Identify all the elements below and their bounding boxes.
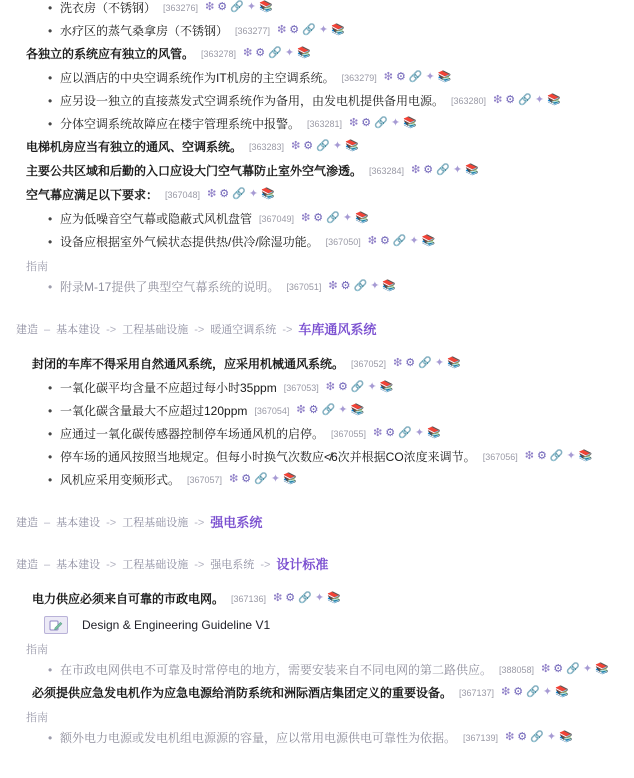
- clause-code: [367137]: [459, 688, 495, 698]
- link-icon[interactable]: 🔗: [392, 235, 407, 247]
- list-item: [0, 0, 634, 17]
- list-item: [0, 472, 634, 489]
- icon-cluster[interactable]: [384, 70, 452, 84]
- clause-code: [363284]: [369, 166, 405, 176]
- breadcrumb-current: 设计标准: [276, 557, 329, 572]
- guidance-item: [0, 730, 634, 747]
- icon-cluster[interactable]: [243, 46, 311, 60]
- clause-code: [367057]: [187, 475, 223, 485]
- gear-icon[interactable]: ⚙: [337, 381, 348, 393]
- gear-icon[interactable]: ⚙: [395, 71, 406, 83]
- clause-code: [363276]: [163, 3, 199, 13]
- bullet-marker: •: [48, 404, 53, 418]
- bullet-marker: •: [48, 427, 53, 441]
- clause-code: [367050]: [325, 237, 361, 247]
- star-icon[interactable]: ✦: [367, 381, 377, 393]
- book-icon[interactable]: 📚: [327, 592, 341, 604]
- book-icon[interactable]: 📚: [345, 140, 359, 152]
- clause-code: [367053]: [283, 383, 319, 393]
- book-icon[interactable]: 📚: [421, 235, 436, 247]
- list-item: [0, 380, 634, 397]
- guidance-item: [0, 279, 634, 296]
- bullet-marker: •: [48, 731, 53, 745]
- icon-cluster[interactable]: [326, 380, 394, 394]
- star-icon[interactable]: ✦: [566, 450, 576, 462]
- clause-code: [367052]: [351, 359, 387, 369]
- bullet-marker: •: [48, 71, 53, 85]
- design-guideline-label: Design & Engineering Guideline V1: [82, 618, 271, 632]
- icon-cluster[interactable]: [349, 116, 417, 130]
- breadcrumb-separator: –: [44, 559, 51, 571]
- icon-cluster[interactable]: [296, 403, 364, 417]
- book-icon[interactable]: 📚: [261, 188, 275, 200]
- guidance-label: 指南: [26, 261, 48, 273]
- icon-cluster[interactable]: [301, 211, 369, 225]
- guidance-label: 指南: [26, 644, 48, 656]
- book-icon[interactable]: 📚: [555, 686, 569, 698]
- book-icon[interactable]: 📚: [559, 731, 573, 743]
- flower-icon[interactable]: ❇: [243, 47, 253, 59]
- list-item: [0, 426, 634, 443]
- design-guideline-row[interactable]: [0, 616, 634, 634]
- list-item-text: 应为低噪音空气幕或隐蔽式风机盘管: [60, 212, 253, 226]
- flower-icon[interactable]: ❇: [505, 731, 515, 743]
- flower-icon[interactable]: ❇: [524, 450, 534, 462]
- requirement-text: 电力供应必须来自可靠的市政电网。: [32, 592, 225, 606]
- list-item: [0, 234, 634, 251]
- flower-icon[interactable]: ❇: [501, 686, 511, 698]
- clause-code: [367054]: [254, 406, 290, 416]
- star-icon[interactable]: ✦: [452, 164, 463, 176]
- requirement-heading: [0, 163, 634, 180]
- list-item-text: 停车场的通风按照当地规定。但每小时换气次数应≮6次并根据CO浓度来调节。: [60, 450, 476, 464]
- gear-icon[interactable]: ⚙: [340, 280, 351, 292]
- breadcrumb-separator: ->: [106, 559, 117, 571]
- flower-icon[interactable]: ❇: [277, 24, 287, 36]
- clause-code: [367048]: [165, 190, 201, 200]
- breadcrumb-current: 车库通风系统: [298, 322, 377, 337]
- gear-icon[interactable]: ⚙: [303, 140, 314, 152]
- link-icon[interactable]: 🔗: [526, 686, 540, 698]
- star-icon[interactable]: ✦: [342, 212, 353, 224]
- breadcrumb-separator: ->: [106, 324, 117, 336]
- guidance-label: 指南: [26, 712, 48, 724]
- gear-icon[interactable]: ⚙: [219, 188, 230, 200]
- book-icon[interactable]: 📚: [403, 117, 417, 129]
- breadcrumb-segment[interactable]: 基本建设: [56, 324, 101, 336]
- requirement-text: 封闭的车库不得采用自然通风系统，应采用机械通风系统。: [32, 357, 345, 371]
- icon-cluster[interactable]: [328, 279, 396, 293]
- star-icon[interactable]: ✦: [370, 280, 380, 292]
- star-icon[interactable]: ✦: [534, 94, 545, 106]
- gear-icon[interactable]: ⚙: [505, 94, 516, 106]
- link-icon[interactable]: 🔗: [316, 140, 330, 152]
- star-icon[interactable]: ✦: [542, 686, 553, 698]
- flower-icon[interactable]: ❇: [349, 117, 359, 129]
- book-icon[interactable]: 📚: [447, 357, 461, 369]
- book-icon[interactable]: 📚: [297, 47, 311, 59]
- list-item-text: 应以酒店的中央空调系统作为IT机房的主空调系统。: [60, 71, 335, 85]
- breadcrumb-segment[interactable]: 建造: [16, 559, 38, 571]
- bullet-marker: •: [48, 663, 53, 677]
- breadcrumb-segment[interactable]: 建造: [16, 517, 38, 529]
- link-icon[interactable]: 🔗: [321, 404, 336, 416]
- document-pencil-icon[interactable]: [44, 616, 68, 634]
- link-icon[interactable]: 🔗: [566, 663, 580, 675]
- list-item-text: 一氧化碳平均含量不应超过每小时35ppm: [60, 381, 277, 395]
- breadcrumb-separator: –: [44, 324, 51, 336]
- list-item-text: 水疗区的蒸气桑拿房（不锈钢）: [60, 24, 229, 38]
- clause-code: [367051]: [286, 282, 322, 292]
- breadcrumb-segment[interactable]: 工程基础设施: [122, 324, 189, 336]
- gear-icon[interactable]: ⚙: [536, 450, 547, 462]
- list-item: [0, 93, 634, 110]
- bullet-marker: •: [48, 24, 53, 38]
- requirement-text: 电梯机房应当有独立的通风、空调系统。: [26, 140, 243, 154]
- gear-icon[interactable]: ⚙: [385, 427, 396, 439]
- clause-code: [367139]: [463, 733, 499, 743]
- star-icon[interactable]: ✦: [546, 731, 557, 743]
- star-icon[interactable]: ✦: [314, 592, 325, 604]
- list-item: [0, 116, 634, 133]
- breadcrumb-separator: –: [44, 517, 51, 529]
- breadcrumb-segment[interactable]: 基本建设: [56, 559, 101, 571]
- icon-cluster[interactable]: [411, 163, 479, 177]
- bullet-marker: •: [48, 1, 53, 15]
- requirement-text: 必须提供应急发电机作为应急电源给消防系统和洲际酒店集团定义的重要设备。: [32, 686, 453, 700]
- link-icon[interactable]: 🔗: [530, 731, 544, 743]
- icon-cluster[interactable]: [277, 23, 345, 37]
- gear-icon[interactable]: ⚙: [513, 686, 524, 698]
- bullet-marker: •: [48, 450, 53, 464]
- list-item-text: 应另设一独立的直接蒸发式空调系统作为备用，由发电机提供备用电源。: [60, 94, 445, 108]
- flower-icon[interactable]: ❇: [393, 357, 403, 369]
- book-icon[interactable]: 📚: [283, 473, 297, 485]
- book-icon[interactable]: 📚: [350, 404, 365, 416]
- link-icon[interactable]: 🔗: [326, 212, 340, 224]
- breadcrumb-segment[interactable]: 工程基础设施: [122, 559, 189, 571]
- gear-icon[interactable]: ⚙: [423, 164, 434, 176]
- link-icon[interactable]: 🔗: [232, 188, 246, 200]
- requirement-heading: [0, 187, 634, 204]
- gear-icon[interactable]: ⚙: [517, 731, 528, 743]
- breadcrumb-segment[interactable]: 暖通空调系统: [210, 324, 277, 336]
- breadcrumb[interactable]: [0, 557, 634, 573]
- list-item-text: 风机应采用变频形式。: [60, 473, 181, 487]
- breadcrumb[interactable]: [0, 515, 634, 531]
- breadcrumb-segment[interactable]: 强电系统: [210, 559, 255, 571]
- gear-icon[interactable]: ⚙: [308, 404, 319, 416]
- clause-code: [363281]: [307, 119, 343, 129]
- book-icon[interactable]: 📚: [465, 164, 479, 176]
- book-icon[interactable]: 📚: [355, 212, 369, 224]
- star-icon[interactable]: ✦: [425, 71, 435, 83]
- flower-icon[interactable]: ❇: [207, 188, 217, 200]
- breadcrumb-separator: ->: [282, 324, 293, 336]
- list-item: [0, 23, 634, 40]
- link-icon[interactable]: 🔗: [374, 117, 388, 129]
- gear-icon[interactable]: ⚙: [379, 235, 390, 247]
- clause-code: [363280]: [451, 96, 487, 106]
- list-item-text: 设备应根据室外气候状态提供热/供冷/除湿功能。: [60, 235, 319, 249]
- flower-icon[interactable]: ❇: [411, 164, 421, 176]
- bullet-marker: •: [48, 235, 53, 249]
- gear-icon[interactable]: ⚙: [553, 663, 564, 675]
- bullet-marker: •: [48, 381, 53, 395]
- link-icon[interactable]: 🔗: [353, 280, 368, 292]
- flower-icon[interactable]: ❇: [383, 71, 393, 83]
- link-icon[interactable]: 🔗: [518, 94, 532, 106]
- book-icon[interactable]: 📚: [578, 450, 593, 462]
- icon-cluster[interactable]: [373, 426, 441, 440]
- breadcrumb-separator: ->: [194, 324, 205, 336]
- star-icon[interactable]: ✦: [248, 188, 259, 200]
- breadcrumb-separator: ->: [260, 559, 271, 571]
- flower-icon[interactable]: ❇: [367, 235, 377, 247]
- requirement-heading: [0, 591, 634, 608]
- flower-icon[interactable]: ❇: [493, 94, 503, 106]
- icon-cluster[interactable]: [505, 730, 573, 744]
- breadcrumb[interactable]: [0, 322, 634, 338]
- book-icon[interactable]: 📚: [437, 71, 452, 83]
- breadcrumb-segment[interactable]: 建造: [16, 324, 38, 336]
- flower-icon[interactable]: ❇: [291, 140, 301, 152]
- link-icon[interactable]: 🔗: [298, 592, 312, 604]
- list-item: [0, 211, 634, 228]
- gear-icon[interactable]: ⚙: [241, 473, 252, 485]
- flower-icon[interactable]: ❇: [229, 473, 239, 485]
- icon-cluster[interactable]: [205, 0, 273, 14]
- star-icon[interactable]: ✦: [318, 24, 329, 36]
- requirement-text: 主要公共区域和后勤的入口应设大门空气幕防止室外空气渗透。: [26, 164, 363, 178]
- link-icon[interactable]: 🔗: [230, 1, 244, 13]
- clause-code: [363279]: [341, 73, 377, 83]
- breadcrumb-separator: ->: [194, 559, 205, 571]
- link-icon[interactable]: 🔗: [350, 381, 365, 393]
- clause-code: [367056]: [482, 452, 518, 462]
- breadcrumb-separator: ->: [194, 517, 205, 529]
- star-icon[interactable]: ✦: [284, 47, 295, 59]
- list-item: [0, 449, 634, 466]
- bullet-marker: •: [48, 94, 53, 108]
- link-icon[interactable]: 🔗: [418, 357, 432, 369]
- book-icon[interactable]: 📚: [595, 663, 609, 675]
- clause-code: [367136]: [231, 594, 267, 604]
- link-icon[interactable]: 🔗: [268, 47, 282, 59]
- book-icon[interactable]: 📚: [382, 280, 397, 292]
- gear-icon[interactable]: ⚙: [405, 357, 416, 369]
- requirement-heading: [0, 356, 634, 373]
- star-icon[interactable]: ✦: [582, 663, 593, 675]
- link-icon[interactable]: 🔗: [302, 24, 316, 36]
- flower-icon[interactable]: ❇: [301, 212, 311, 224]
- icon-cluster[interactable]: [291, 139, 359, 153]
- list-item: [0, 70, 634, 87]
- star-icon[interactable]: ✦: [434, 357, 445, 369]
- bullet-marker: •: [48, 117, 53, 131]
- book-icon[interactable]: 📚: [379, 381, 394, 393]
- list-item-text: 洗衣房（不锈钢）: [60, 1, 157, 15]
- list-item: [0, 403, 634, 420]
- guidance-item: [0, 662, 634, 679]
- guidance-text: 额外电力电源或发电机组电源源的容量，应以常用电源供电可靠性为依据。: [60, 731, 457, 745]
- flower-icon[interactable]: ❇: [205, 1, 215, 13]
- breadcrumb-current: 强电系统: [210, 515, 263, 530]
- link-icon[interactable]: 🔗: [436, 164, 450, 176]
- clause-code: [363278]: [201, 49, 237, 59]
- link-icon[interactable]: 🔗: [549, 450, 564, 462]
- book-icon[interactable]: 📚: [427, 427, 441, 439]
- flower-icon[interactable]: ❇: [541, 663, 551, 675]
- flower-icon[interactable]: ❇: [273, 592, 283, 604]
- requirement-heading: [0, 685, 634, 702]
- flower-icon[interactable]: ❇: [296, 404, 306, 416]
- icon-cluster[interactable]: [393, 356, 461, 370]
- clause-code: [363283]: [249, 142, 285, 152]
- star-icon[interactable]: ✦: [414, 427, 425, 439]
- star-icon[interactable]: ✦: [409, 235, 419, 247]
- star-icon[interactable]: ✦: [338, 404, 348, 416]
- breadcrumb-separator: ->: [106, 517, 117, 529]
- gear-icon[interactable]: ⚙: [313, 212, 324, 224]
- icon-cluster[interactable]: [501, 685, 569, 699]
- clause-code: [367055]: [331, 429, 367, 439]
- link-icon[interactable]: 🔗: [254, 473, 268, 485]
- gear-icon[interactable]: ⚙: [361, 117, 372, 129]
- requirement-heading: [0, 139, 634, 156]
- guidance-text: 在市政电网供电不可靠及时常停电的地方，需要安装来自不同电网的第二路供应。: [60, 663, 493, 677]
- list-item-text: 分体空调系统故障应在楼宇管理系统中报警。: [60, 117, 301, 131]
- bullet-marker: •: [48, 212, 53, 226]
- gear-icon[interactable]: ⚙: [289, 24, 300, 36]
- flower-icon[interactable]: ❇: [328, 280, 338, 292]
- gear-icon[interactable]: ⚙: [217, 1, 228, 13]
- breadcrumb-segment[interactable]: 工程基础设施: [122, 517, 189, 529]
- book-icon[interactable]: 📚: [547, 94, 561, 106]
- star-icon[interactable]: ✦: [390, 117, 401, 129]
- link-icon[interactable]: 🔗: [408, 71, 423, 83]
- icon-cluster[interactable]: [368, 234, 436, 248]
- clause-code: [388058]: [499, 665, 535, 675]
- icon-cluster[interactable]: [493, 93, 561, 107]
- requirement-text: 空气幕应满足以下要求：: [26, 188, 159, 202]
- requirement-heading: [0, 46, 634, 63]
- icon-cluster[interactable]: [273, 591, 341, 605]
- list-item-text: 应通过一氧化碳传感器控制停车场通风机的启停。: [60, 427, 325, 441]
- icon-cluster[interactable]: [525, 449, 593, 463]
- star-icon[interactable]: ✦: [332, 140, 343, 152]
- clause-code: [367049]: [259, 214, 295, 224]
- flower-icon[interactable]: ❇: [373, 427, 383, 439]
- gear-icon[interactable]: ⚙: [255, 47, 266, 59]
- clause-code: [363277]: [235, 26, 271, 36]
- gear-icon[interactable]: ⚙: [285, 592, 296, 604]
- requirement-text: 各独立的系统应有独立的风管。: [26, 47, 195, 61]
- bullet-marker: •: [48, 280, 53, 294]
- guidance-text: 附录M-17提供了典型空气幕系统的说明。: [60, 280, 280, 294]
- icon-cluster[interactable]: [207, 187, 275, 201]
- flower-icon[interactable]: ❇: [325, 381, 335, 393]
- bullet-marker: •: [48, 473, 53, 487]
- star-icon[interactable]: ✦: [246, 1, 257, 13]
- book-icon[interactable]: 📚: [331, 24, 345, 36]
- book-icon[interactable]: 📚: [259, 1, 273, 13]
- list-item-text: 一氧化碳含量最大不应超过120ppm: [60, 404, 248, 418]
- icon-cluster[interactable]: [229, 472, 297, 486]
- breadcrumb-segment[interactable]: 基本建设: [56, 517, 101, 529]
- link-icon[interactable]: 🔗: [398, 427, 412, 439]
- star-icon[interactable]: ✦: [270, 473, 281, 485]
- icon-cluster[interactable]: [541, 662, 609, 676]
